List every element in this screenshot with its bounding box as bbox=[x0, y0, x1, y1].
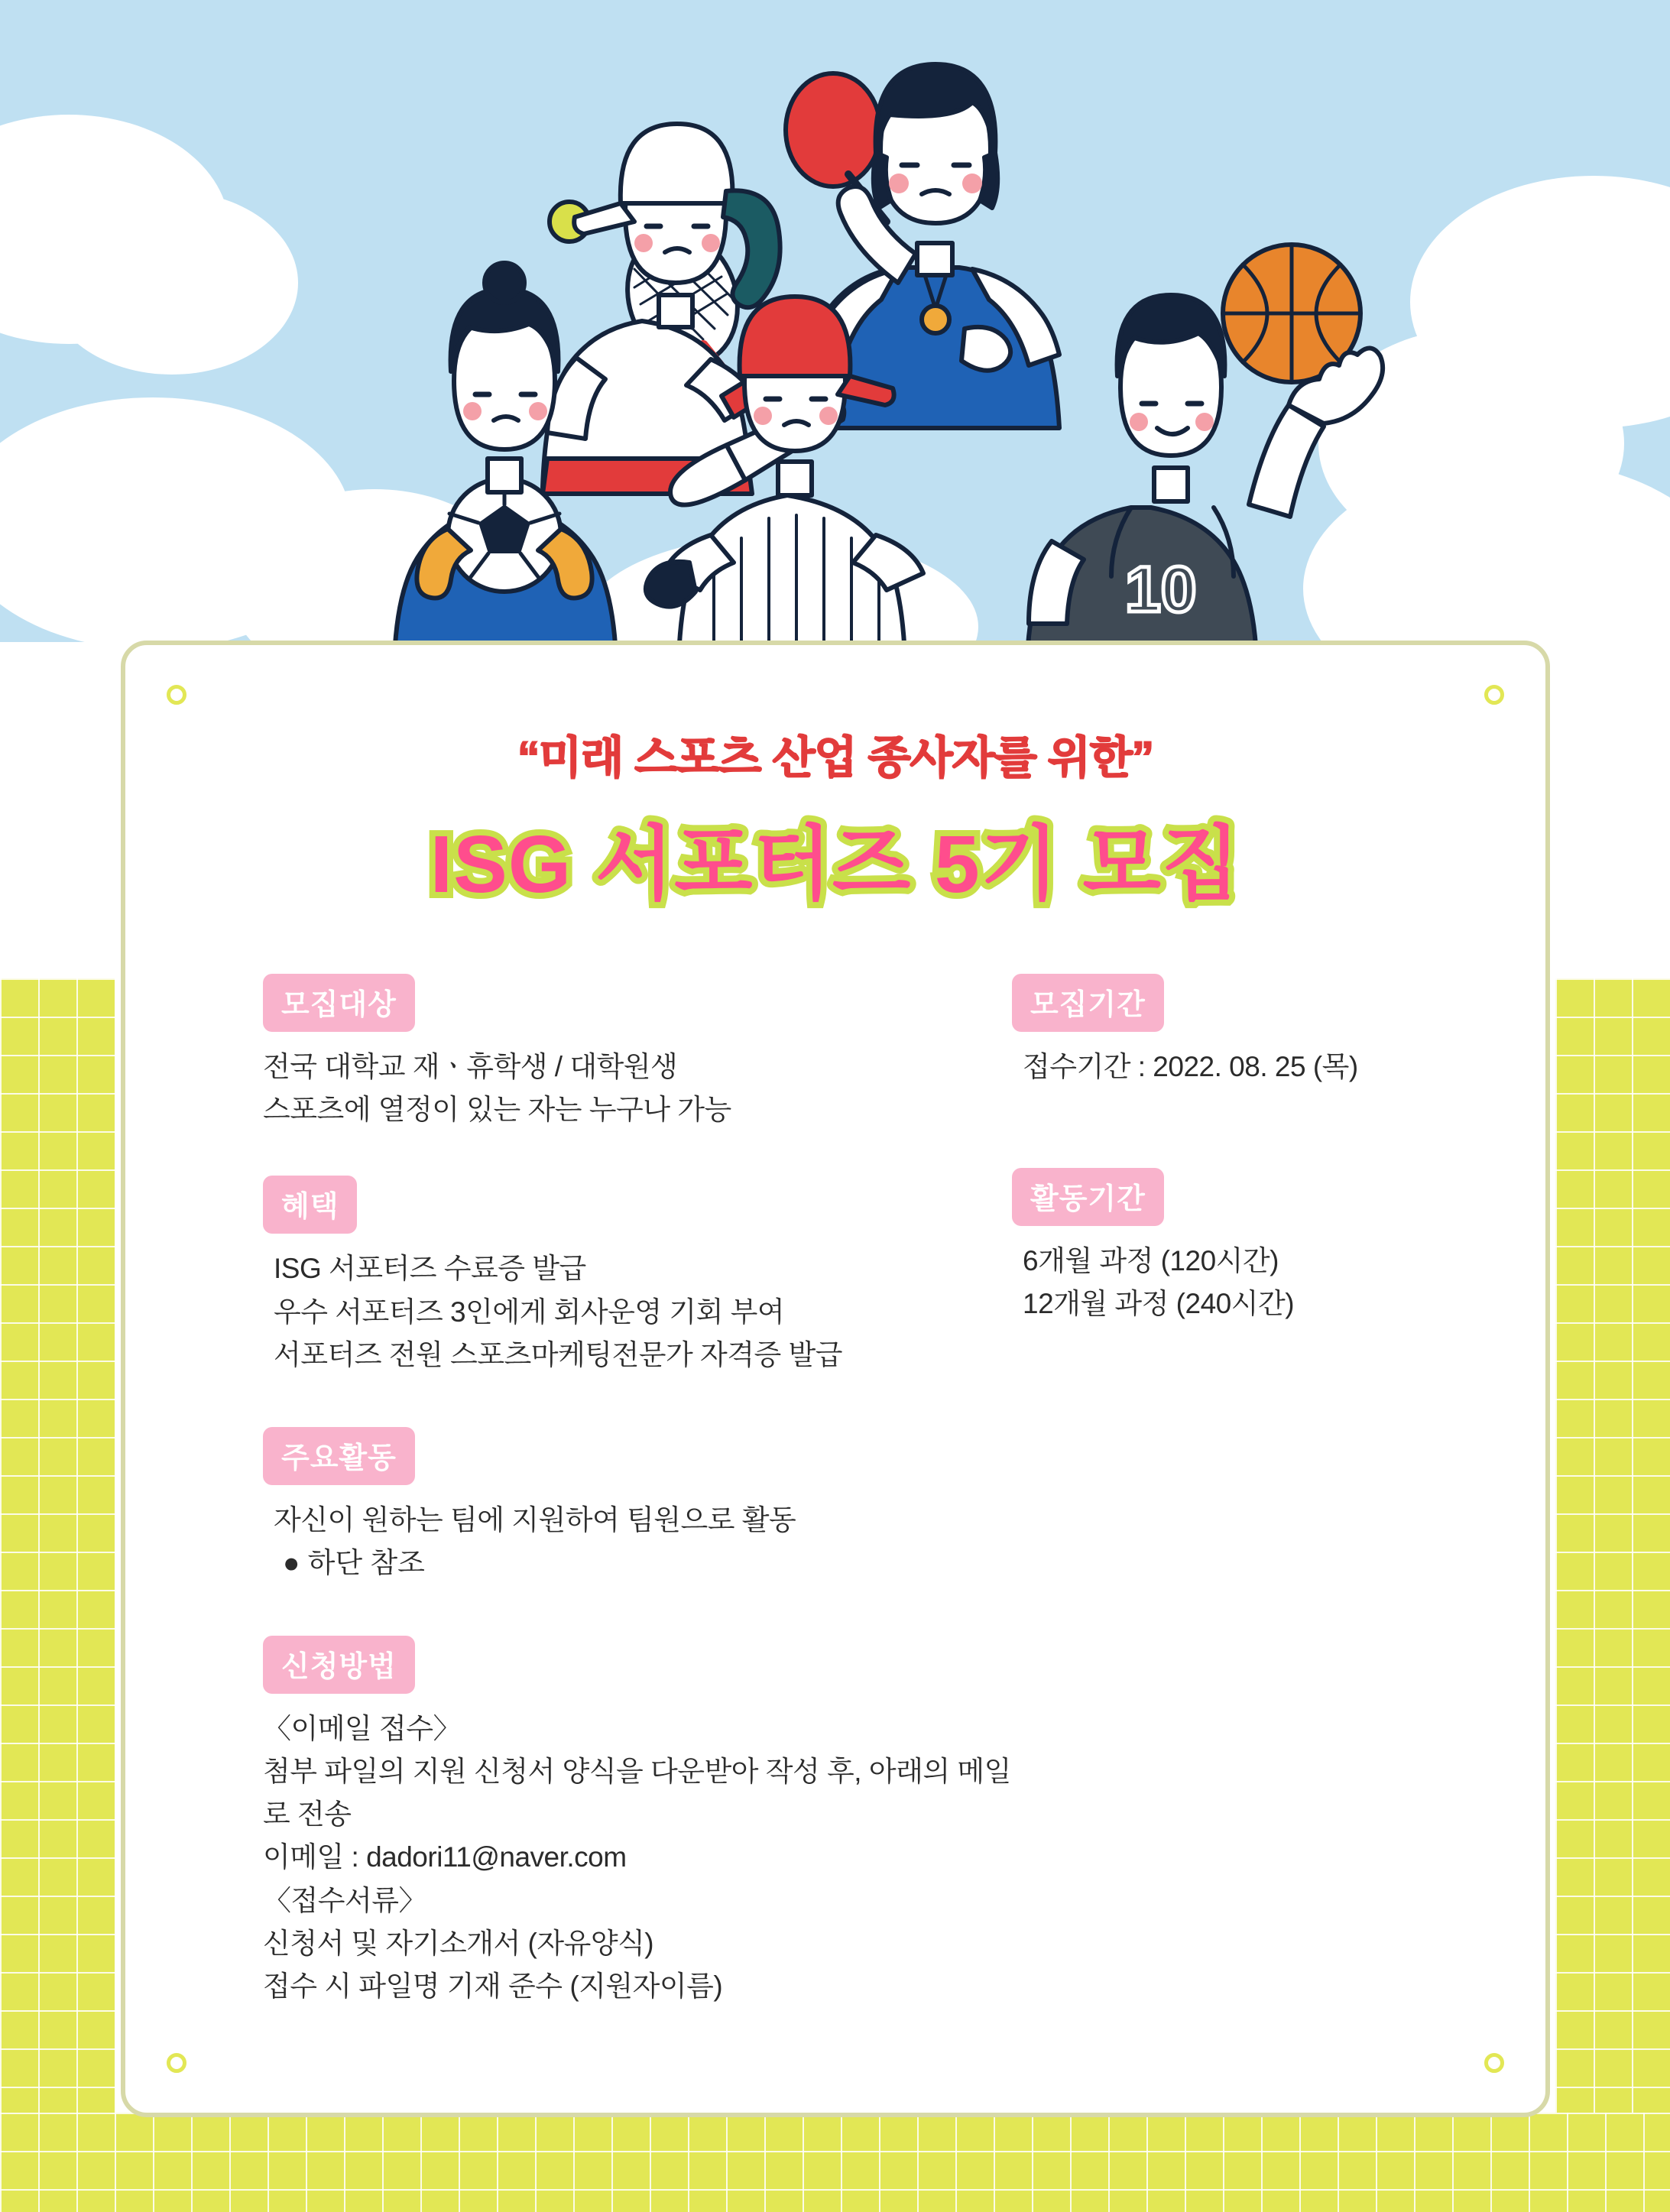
grid-pattern-right bbox=[1555, 978, 1670, 2212]
section-benefits bbox=[263, 1176, 1027, 1377]
section-body bbox=[1012, 1046, 1501, 1088]
section-tag-how-to-apply: 신청방법 bbox=[263, 1636, 415, 1694]
section-body bbox=[263, 1046, 1027, 1131]
section-body bbox=[263, 1247, 1027, 1377]
section-body bbox=[1012, 1240, 1501, 1325]
section-tag-recruit-period: 모집기간 bbox=[1012, 974, 1164, 1032]
headline-block bbox=[125, 722, 1545, 916]
basketball-player bbox=[1027, 245, 1383, 657]
body-line: 접수 시 파일명 기재 준수 (지원자이름) bbox=[263, 1970, 723, 2003]
body-line: 〈접수서류〉 bbox=[263, 1884, 426, 1916]
section-tag-main-activities: 주요활동 bbox=[263, 1427, 415, 1485]
body-line: 접수기간 : 2022. 08. 25 (목) bbox=[1023, 1051, 1358, 1082]
section-how-to-apply bbox=[263, 1636, 1027, 2009]
screw-icon bbox=[1484, 685, 1504, 705]
body-line: 신청서 및 자기소개서 (자유양식) bbox=[263, 1927, 654, 1959]
section-tag-benefits: 혜택 bbox=[263, 1176, 357, 1234]
poster-card bbox=[121, 641, 1550, 2117]
body-bullet: ● 하단 참조 bbox=[283, 1547, 425, 1579]
sports-characters-illustration bbox=[0, 0, 1670, 657]
section-tag-activity-period: 활동기간 bbox=[1012, 1168, 1164, 1226]
right-column bbox=[1012, 974, 1501, 1357]
body-line: 스포츠에 열정이 있는 자는 누구나 가능 bbox=[263, 1094, 731, 1126]
page-title: ISG 서포터즈 5기 모집 bbox=[430, 819, 1241, 910]
body-line: 자신이 원하는 팀에 지원하여 팀원으로 활동 bbox=[274, 1504, 796, 1536]
screw-icon bbox=[167, 685, 186, 705]
grid-pattern-bottom bbox=[0, 2113, 1670, 2212]
body-line: 우수 서포터즈 3인에게 회사운영 기회 부여 bbox=[274, 1296, 785, 1328]
body-line: 12개월 과정 (240시간) bbox=[1023, 1288, 1295, 1320]
left-column bbox=[263, 974, 1027, 2038]
section-main-activities bbox=[263, 1427, 1027, 1584]
section-body bbox=[263, 1708, 1027, 2009]
section-activity-period bbox=[1012, 1168, 1501, 1325]
grid-pattern-left bbox=[0, 978, 115, 2212]
section-body bbox=[263, 1499, 1027, 1584]
body-line: ISG 서포터즈 수료증 발급 bbox=[274, 1253, 586, 1285]
section-recruit-target bbox=[263, 974, 1027, 1131]
body-line: 첨부 파일의 지원 신청서 양식을 다운받아 작성 후, 아래의 메일로 전송 bbox=[263, 1755, 1011, 1831]
body-line: 6개월 과정 (120시간) bbox=[1023, 1245, 1279, 1277]
body-line: 전국 대학교 재ㆍ휴학생 / 대학원생 bbox=[263, 1051, 678, 1082]
jersey-number: 10 bbox=[1125, 553, 1197, 625]
sub-headline: “미래 스포츠 산업 종사자를 위한” bbox=[517, 733, 1153, 783]
section-tag-recruit-target: 모집대상 bbox=[263, 974, 415, 1032]
contact-email-line: 이메일 : dadori11@naver.com bbox=[263, 1841, 627, 1873]
content-area bbox=[125, 974, 1545, 2105]
body-line: 〈이메일 접수〉 bbox=[263, 1712, 461, 1744]
section-recruit-period bbox=[1012, 974, 1501, 1088]
body-line: 서포터즈 전원 스포츠마케팅전문가 자격증 발급 bbox=[274, 1338, 842, 1370]
